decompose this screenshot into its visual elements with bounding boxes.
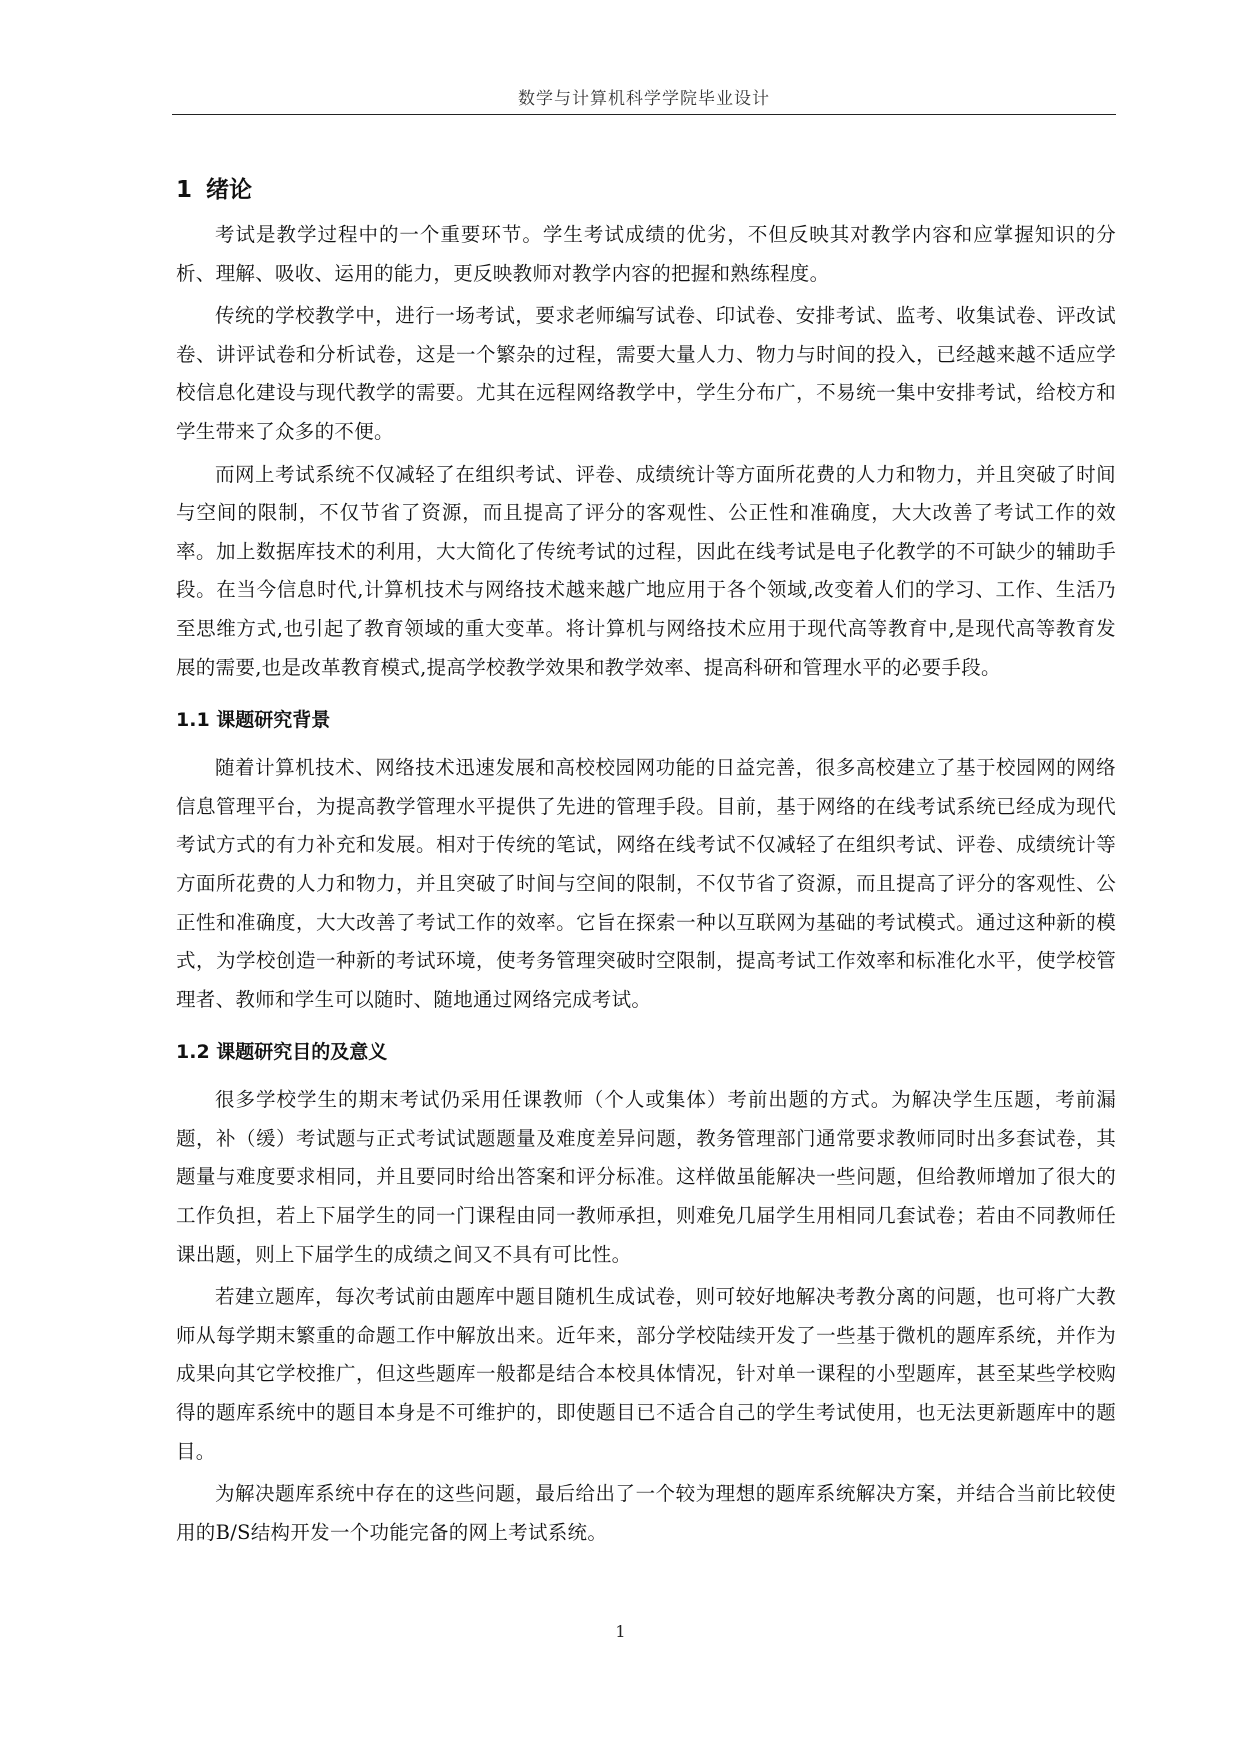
paragraph: 很多学校学生的期末考试仍采用任课教师（个人或集体）考前出题的方式。为解决学生压题，考前漏题，补（缓）考试题与正式考试试题题量及难度差异问题，教务管理部门通常要求教师同时出多套试卷，其题量与难度要求相同，并且要同时给出答案和评分标准。这样做虽能解决一些问题，但给教师增加了很大的工作负担，若上下届学生的同一门课程由同一教师承担，则难免几届学生用相同几套试卷；若由不同教师任课出题，则上下届学生的成绩之间又不具有可比性。 <box>176 1088 1116 1266</box>
paragraph: 而网上考试系统不仅减轻了在组织考试、评卷、成绩统计等方面所花费的人力和物力，并且突破了时间与空间的限制，不仅节省了资源，而且提高了评分的客观性、公正性和准确度，大大改善了考试工作的效率。加上数据库技术的利用，大大简化了传统考试的过程，因此在线考试是电子化教学的不可缺少的辅助手段。在当今信息时代,计算机技术与网络技术越来越广地应用于各个领域,改变着人们的学习、工作、生活乃至思维方式,也引起了教育领域的重大变革。将计算机与网络技术应用于现代高等教育中,是现代高等教育发展的需要,也是改革教育模式,提高学校教学效果和教学效率、提高科研和管理水平的必要手段。 <box>176 462 1116 679</box>
chapter-number: 1 <box>176 177 193 203</box>
section-heading: 1.2 课题研究目的及意义 <box>176 1041 388 1064</box>
running-header: 数学与计算机科学学院毕业设计 <box>518 89 770 109</box>
page-number: 1 <box>615 1622 626 1641</box>
section-heading: 1.1 课题研究背景 <box>176 709 331 732</box>
page-content <box>176 168 1116 1556</box>
chapter-title: 绪论 <box>206 177 253 203</box>
paragraph: 随着计算机技术、网络技术迅速发展和高校校园网功能的日益完善，很多高校建立了基于校园网的网络信息管理平台，为提高教学管理水平提供了先进的管理手段。目前，基于网络的在线考试系统已经成为现代考试方式的有力补充和发展。相对于传统的笔试，网络在线考试不仅减轻了在组织考试、评卷、成绩统计等方面所花费的人力和物力，并且突破了时间与空间的限制，不仅节省了资源，而且提高了评分的客观性、公正性和准确度，大大改善了考试工作的效率。它旨在探索一种以互联网为基础的考试模式。通过这种新的模式，为学校创造一种新的考试环境，使考务管理突破时空限制，提高考试工作效率和标准化水平，使学校管理者、教师和学生可以随时、随地通过网络完成考试。 <box>176 756 1116 1011</box>
header-rule <box>172 114 1116 115</box>
paragraph: 为解决题库系统中存在的这些问题，最后给出了一个较为理想的题库系统解决方案，并结合当前比较使用的B/S结构开发一个功能完备的网上考试系统。 <box>176 1482 1116 1544</box>
paragraph: 考试是教学过程中的一个重要环节。学生考试成绩的优劣，不但反映其对教学内容和应掌握知识的分析、理解、吸收、运用的能力，更反映教师对教学内容的把握和熟练程度。 <box>176 223 1116 285</box>
chapter-heading <box>176 172 1116 208</box>
paragraph: 若建立题库，每次考试前由题库中题目随机生成试卷，则可较好地解决考教分离的问题，也可将广大教师从每学期末繁重的命题工作中解放出来。近年来，部分学校陆续开发了一些基于微机的题库系统，并作为成果向其它学校推广，但这些题库一般都是结合本校具体情况，针对单一课程的小型题库，甚至某些学校购得的题库系统中的题目本身是不可维护的，即使题目已不适合自己的学生考试使用，也无法更新题库中的题目。 <box>176 1285 1116 1463</box>
paragraph: 传统的学校教学中，进行一场考试，要求老师编写试卷、印试卷、安排考试、监考、收集试卷、评改试卷、讲评试卷和分析试卷，这是一个繁杂的过程，需要大量人力、物力与时间的投入，已经越来越不适应学校信息化建设与现代教学的需要。尤其在远程网络教学中，学生分布广，不易统一集中安排考试，给校方和学生带来了众多的不便。 <box>176 304 1116 443</box>
